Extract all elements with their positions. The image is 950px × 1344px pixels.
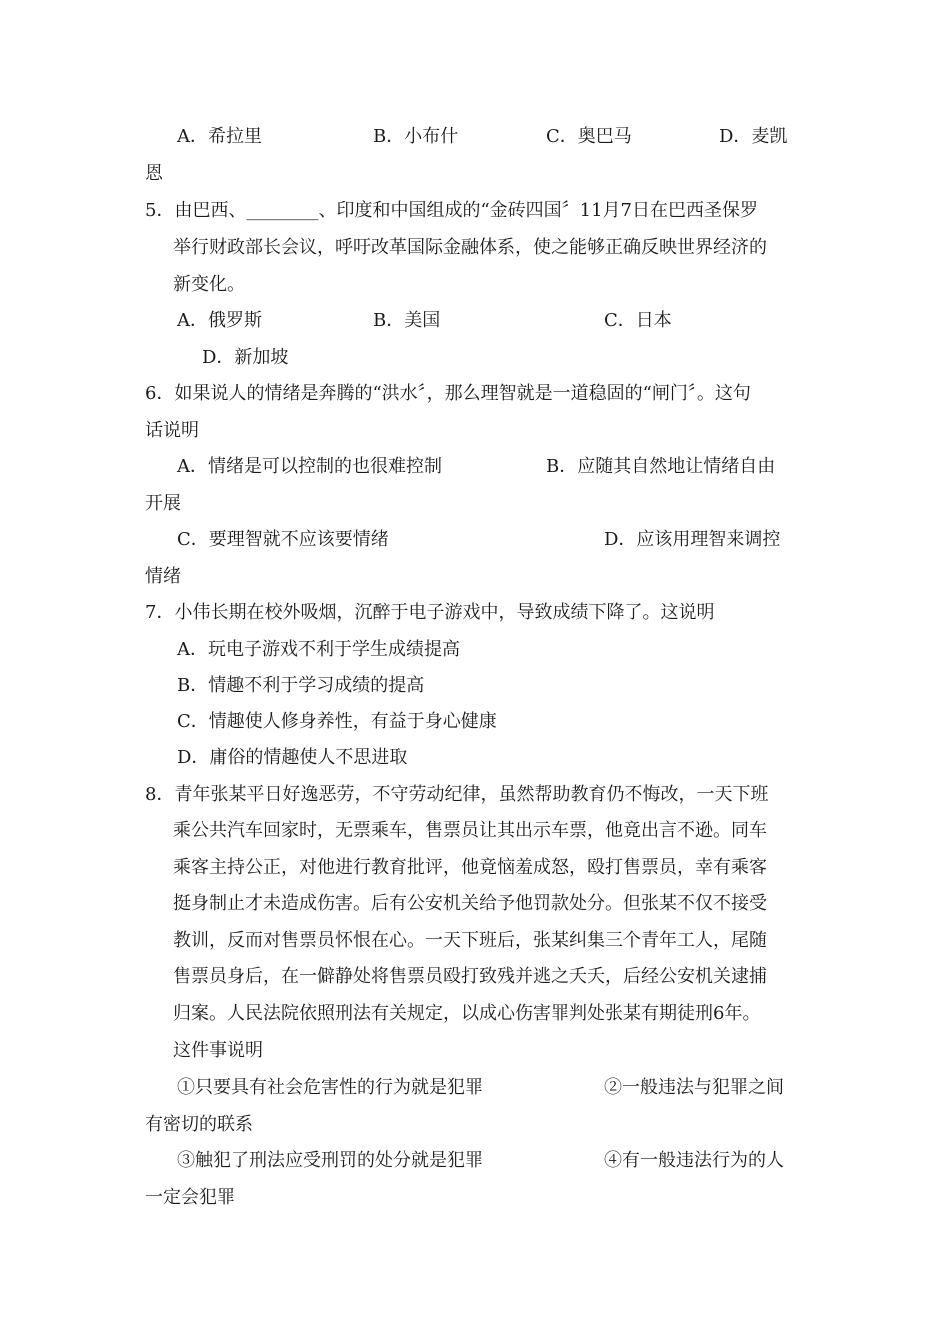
q4-option-b: B．小布什 [373,126,459,147]
q8-stem-line-1: 8．青年张某平日好逸恶劳，不守劳动纪律，虽然帮助教育仍不悔改，一天下班 [145,784,769,805]
q6-option-b-wrap: 开展 [145,493,181,514]
q6-option-d: D．应该用理智来调控 [604,529,781,550]
q8-item-4: ④有一般违法行为的人 [604,1150,784,1171]
q8-item-1: ①只要具有社会危害性的行为就是犯罪 [177,1077,483,1098]
q8-stem-line-8: 这件事说明 [173,1040,263,1061]
q8-stem-line-2: 乘公共汽车回家时，无票乘车，售票员让其出示车票，他竟出言不逊。同车 [173,820,767,841]
q5-stem-line-2: 举行财政部长会议，呼吁改革国际金融体系，使之能够正确反映世界经济的 [173,237,767,258]
q7-option-b: B．情趣不利于学习成绩的提高 [177,675,425,696]
q8-stem-line-7: 归案。人民法院依照刑法有关规定，以成心伤害罪判处张某有期徒刑6年。 [173,1003,761,1024]
q4-option-d-wrap: 恩 [145,163,163,184]
q5-option-b: B．美国 [373,310,441,331]
q6-option-d-wrap: 情绪 [145,566,181,587]
q6-option-b: B．应随其自然地让情绪自由 [546,456,776,477]
q7-stem-line-1: 7．小伟长期在校外吸烟，沉醉于电子游戏中，导致成绩下降了。这说明 [145,602,715,623]
q6-option-c: C．要理智就不应该要情绪 [177,529,389,550]
q8-item-4-wrap: 一定会犯罪 [145,1187,235,1208]
q8-item-2-wrap: 有密切的联系 [145,1114,253,1135]
q8-stem-line-3: 乘客主持公正，对他进行教育批评，他竟恼羞成怒，殴打售票员，幸有乘客 [173,857,767,878]
q5-stem-line-1: 5．由巴西、________、印度和中国组成的“金砖四国〞11月7日在巴西圣保罗 [145,200,759,221]
q7-option-a: A．玩电子游戏不利于学生成绩提高 [177,639,460,660]
q8-stem-line-5: 教训，反而对售票员怀恨在心。一天下班后，张某纠集三个青年工人，尾随 [173,930,767,951]
q7-option-c: C．情趣使人修身养性，有益于身心健康 [177,711,497,732]
q5-option-c: C．日本 [604,310,672,331]
q6-option-a: A．情绪是可以控制的也很难控制 [177,456,442,477]
q8-item-3: ③触犯了刑法应受刑罚的处分就是犯罪 [177,1150,483,1171]
q8-stem-line-6: 售票员身后，在一僻静处将售票员殴打致残并逃之夭夭，后经公安机关逮捕 [173,966,767,987]
q4-option-a: A．希拉里 [177,126,262,147]
q8-item-2: ②一般违法与犯罪之间 [604,1077,784,1098]
q6-stem-line-1: 6．如果说人的情绪是奔腾的“洪水〞，那么理智就是一道稳固的“闸门〞。这句 [145,383,751,404]
q6-stem-line-2: 话说明 [145,420,199,441]
q8-stem-line-4: 挺身制止才未造成伤害。后有公安机关给予他罚款处分。但张某不仅不接受 [173,893,767,914]
q5-stem-line-3: 新变化。 [173,274,245,295]
q7-option-d: D．庸俗的情趣使人不思进取 [177,747,408,768]
q5-option-d: D．新加坡 [202,347,289,368]
q4-option-d: D．麦凯 [719,126,788,147]
q5-option-a: A．俄罗斯 [177,310,262,331]
q4-option-c: C．奥巴马 [546,126,632,147]
